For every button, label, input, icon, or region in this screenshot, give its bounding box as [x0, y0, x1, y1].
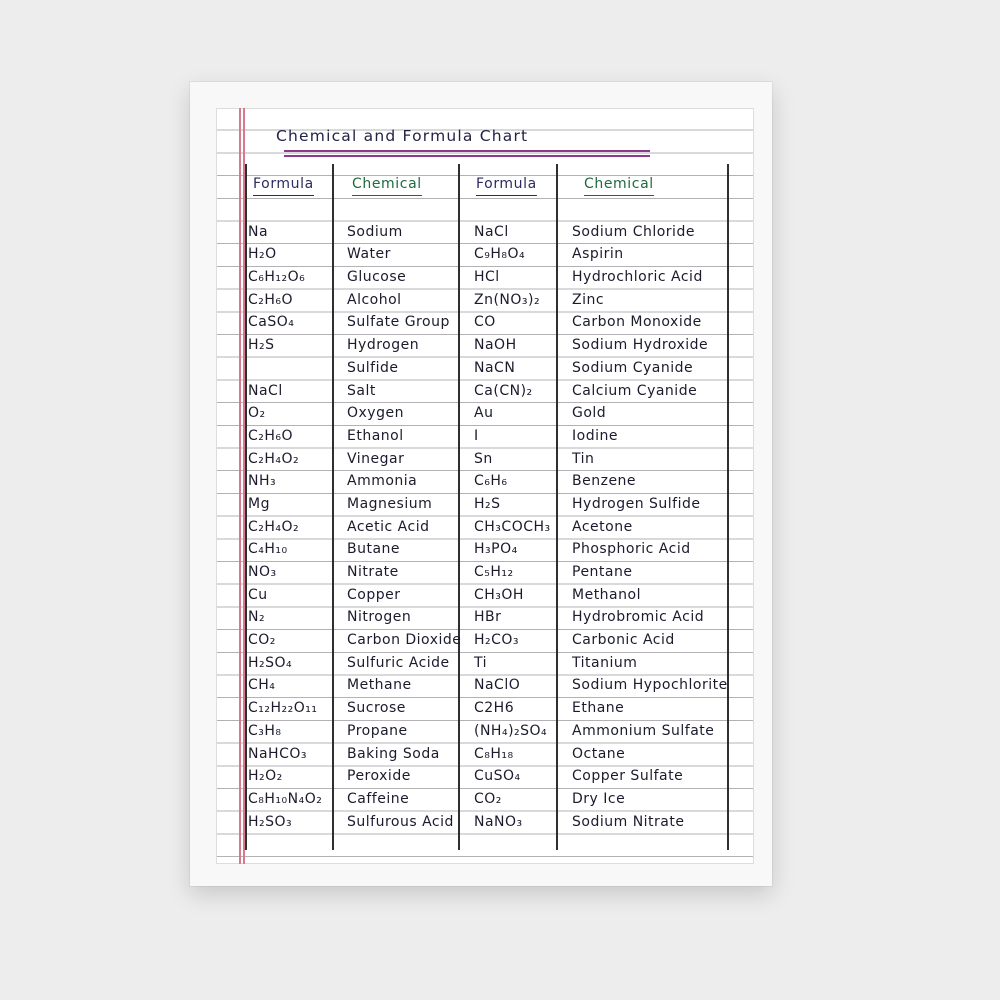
table-row [216, 741, 754, 764]
chemical-cell: Zinc [572, 291, 605, 308]
formula-cell: C₂H₆O [248, 427, 294, 444]
formula-cell: (NH₄)₂SO₄ [474, 722, 548, 739]
formula-cell: CO₂ [248, 632, 276, 649]
formula-cell: C₈H₁₀N₄O₂ [248, 790, 323, 807]
formula-cell: C₃H₈ [248, 722, 282, 739]
chemical-cell: Phosphoric Acid [572, 541, 691, 558]
chemical-cell: Benzene [572, 473, 637, 490]
chemical-cell: Gold [572, 405, 607, 422]
formula-cell: C2H6 [474, 700, 515, 717]
chemical-cell: Sodium [347, 223, 403, 240]
formula-cell: C₄H₁₀ [248, 541, 288, 558]
formula-cell: NO₃ [248, 564, 277, 580]
chemical-cell: Carbon Monoxide [572, 314, 702, 331]
formula-cell: C₁₂H₂₂O₁₁ [248, 700, 318, 717]
chemical-cell: Ethanol [347, 427, 404, 444]
formula-cell: H₂O₂ [248, 768, 283, 785]
chemical-cell: Propane [347, 722, 408, 739]
chemical-cell: Alcohol [347, 291, 402, 308]
table-row [216, 650, 754, 673]
chemical-cell: Salt [347, 382, 376, 399]
formula-cell: NaCl [474, 223, 509, 240]
table-row [216, 491, 754, 514]
table-row [216, 401, 754, 424]
chemical-cell: Hydrobromic Acid [572, 609, 705, 626]
header-formula-2: Formula [476, 176, 537, 196]
chemical-cell: Sulfuric Acide [347, 654, 450, 671]
chemical-cell: Baking Soda [347, 745, 440, 762]
table-row [216, 764, 754, 787]
formula-cell: CH₄ [248, 677, 276, 694]
chemical-cell: Calcium Cyanide [572, 382, 698, 399]
formula-cell: NaCN [474, 359, 516, 376]
chemical-cell: Ammonium Sulfate [572, 722, 715, 739]
chemical-cell: Iodine [572, 427, 618, 444]
chemical-cell: Acetone [572, 518, 633, 535]
table-row [216, 695, 754, 718]
chemical-cell: Magnesium [347, 495, 433, 512]
chemical-cell: Sodium Hydroxide [572, 337, 709, 354]
chemical-cell: Tin [572, 450, 595, 467]
header-formula-1: Formula [253, 176, 314, 196]
formula-cell: N₂ [248, 609, 266, 626]
chemical-cell: Peroxide [347, 768, 411, 785]
table-row [216, 378, 754, 401]
formula-cell: CO [474, 314, 496, 331]
table-row [216, 469, 754, 492]
formula-cell: C₂H₄O₂ [248, 518, 300, 535]
chemical-cell: Sodium Cyanide [572, 359, 694, 376]
formula-cell: Na [248, 223, 269, 240]
table-row [216, 537, 754, 560]
chemical-cell: Copper Sulfate [572, 768, 684, 785]
chemical-cell: Nitrogen [347, 609, 412, 626]
chemical-cell: Oxygen [347, 405, 404, 422]
header-chemical-1: Chemical [352, 176, 422, 196]
formula-cell: C₂H₆O [248, 291, 294, 308]
chemical-cell: Sodium Hypochlorite [572, 677, 728, 694]
chemical-cell: Sucrose [347, 700, 406, 717]
formula-cell: CO₂ [474, 790, 502, 807]
chemical-cell: Butane [347, 541, 401, 558]
formula-cell: NaOH [474, 337, 517, 354]
chemical-cell: Water [347, 246, 391, 263]
chemical-cell: Copper [347, 586, 401, 603]
chemical-cell: Sulfurous Acid [347, 813, 454, 830]
table-row [216, 582, 754, 605]
chemical-cell: Ethane [572, 700, 625, 717]
chemical-cell: Hydrogen Sulfide [572, 495, 701, 512]
formula-cell: I [474, 427, 479, 444]
table-row [216, 718, 754, 741]
formula-cell: NaCl [248, 382, 283, 399]
table-row [216, 355, 754, 378]
chemical-cell: Hydrogen [347, 337, 420, 354]
chemical-cell: Sulfate Group [347, 314, 450, 331]
table-row [216, 242, 754, 265]
formula-cell: C₆H₁₂O₆ [248, 269, 306, 286]
chemical-cell: Aspirin [572, 246, 624, 263]
title-underline [284, 155, 650, 157]
table-row [216, 673, 754, 696]
chemical-cell: Carbon Dioxide [347, 632, 462, 649]
chemical-cell: Octane [572, 745, 626, 762]
formula-cell: Ti [474, 654, 488, 671]
chemical-cell: Titanium [572, 654, 638, 671]
table-row [216, 219, 754, 242]
formula-cell: O₂ [248, 405, 266, 422]
formula-cell: CuSO₄ [474, 768, 521, 785]
chemical-cell: Sulfide [347, 359, 399, 376]
formula-cell: Ca(CN)₂ [474, 382, 533, 399]
chemical-cell: Sodium Nitrate [572, 813, 685, 830]
chemical-cell: Methane [347, 677, 412, 694]
chart-title: Chemical and Formula Chart [276, 127, 529, 145]
formula-cell: NaNO₃ [474, 813, 523, 830]
formula-cell: H₂S [474, 495, 501, 512]
formula-cell: Sn [474, 450, 493, 467]
header-chemical-2: Chemical [584, 176, 654, 196]
table-row [216, 310, 754, 333]
table-row [216, 423, 754, 446]
formula-cell: HBr [474, 609, 502, 626]
formula-cell: C₅H₁₂ [474, 564, 514, 580]
formula-cell: H₂O [248, 246, 277, 263]
formula-cell: C₆H₆ [474, 473, 508, 490]
formula-cell: H₃PO₄ [474, 541, 518, 558]
formula-cell: C₂H₄O₂ [248, 450, 300, 467]
chemical-cell: Acetic Acid [347, 518, 430, 535]
table-row [216, 264, 754, 287]
formula-cell: C₈H₁₈ [474, 745, 514, 762]
formula-cell: NaHCO₃ [248, 745, 307, 762]
chemical-table-body [216, 219, 754, 832]
formula-cell: CH₃COCH₃ [474, 518, 551, 535]
formula-cell: H₂SO₄ [248, 654, 293, 671]
table-row [216, 809, 754, 832]
table-row [216, 786, 754, 809]
formula-cell: Mg [248, 495, 270, 512]
formula-cell: H₂SO₃ [248, 813, 293, 830]
table-row [216, 332, 754, 355]
chemical-cell: Vinegar [347, 450, 405, 467]
table-row [216, 559, 754, 582]
formula-cell: H₂CO₃ [474, 632, 520, 649]
table-row [216, 627, 754, 650]
formula-cell: CaSO₄ [248, 314, 295, 331]
chemical-cell: Caffeine [347, 790, 410, 807]
formula-cell: NH₃ [248, 473, 277, 490]
chemical-cell: Nitrate [347, 564, 399, 580]
chemical-cell: Hydrochloric Acid [572, 269, 703, 286]
chemical-cell: Dry Ice [572, 790, 626, 807]
chemical-cell: Methanol [572, 586, 641, 603]
formula-cell: HCl [474, 269, 500, 286]
table-row [216, 514, 754, 537]
formula-cell: C₉H₈O₄ [474, 246, 526, 263]
table-row [216, 446, 754, 469]
formula-cell: H₂S [248, 337, 275, 354]
chart-paper [216, 108, 754, 864]
formula-cell: Cu [248, 586, 268, 603]
table-row [216, 605, 754, 628]
table-row [216, 287, 754, 310]
chemical-cell: Pentane [572, 564, 633, 580]
chemical-cell: Glucose [347, 269, 407, 286]
formula-cell: Zn(NO₃)₂ [474, 291, 541, 308]
formula-cell: NaClO [474, 677, 521, 694]
chemical-cell: Ammonia [347, 473, 418, 490]
formula-cell: CH₃OH [474, 586, 524, 603]
chemical-cell: Sodium Chloride [572, 223, 695, 240]
formula-cell: Au [474, 405, 494, 422]
title-underline [284, 150, 650, 152]
chemical-cell: Carbonic Acid [572, 632, 675, 649]
